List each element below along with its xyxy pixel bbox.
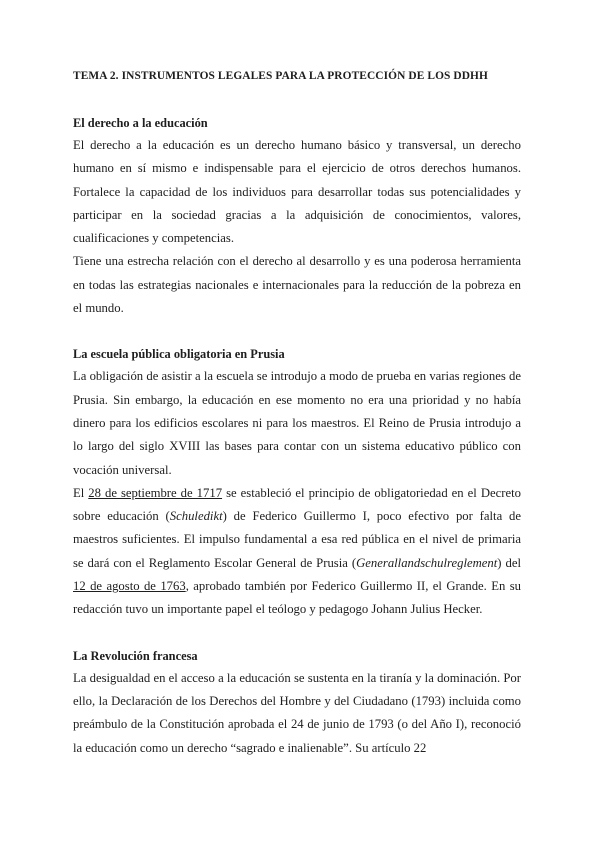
text-run: , aprobado también por Federico Guillermo II, el Grande. En su redacción tuvo un importante papel el teólogo y pedagogo Johann Julius Hecker. xyxy=(73,579,521,617)
text-run: ) del xyxy=(497,555,522,570)
section-heading: La Revolución francesa xyxy=(73,648,198,663)
text-run: El xyxy=(73,485,89,500)
paragraph: La desigualdad en el acceso a la educación se sustenta en la tiranía y la dominación. Por ello, la Declaración de los Derechos del Hombre y del Ciudadano (1793) incluida como preámbulo de la Constitución aprobada el 24 de junio de 1793 (o del Año I), reconoció la educación como un derecho “sagrado e inalienable”. Su artículo 22 xyxy=(73,670,521,755)
document-title: TEMA 2. INSTRUMENTOS LEGALES PARA LA PROTECCIÓN DE LOS DDHH xyxy=(73,70,488,82)
section-revolucion-francesa xyxy=(73,645,521,760)
paragraph: La obligación de asistir a la escuela se introdujo a modo de prueba en varias regiones de Prusia. Sin embargo, la educación en ese momento no era una prioridad y no había dinero para los edificios escolares ni para los maestros. El Reino de Prusia introdujo a lo largo del siglo XVIII las bases para contar con un sistema educativo público con vocación universal. xyxy=(73,369,521,477)
paragraph: El derecho a la educación es un derecho humano básico y transversal, un derecho humano en sí mismo e indispensable para el ejercicio de otros derechos humanos. Fortalece la capacidad de los individuos para desarrollar todas sus potencialidades y participar en la sociedad gracias a la adquisición de conocimientos, valores, cualificaciones y competencias. xyxy=(73,138,521,246)
section-heading: La escuela pública obligatoria en Prusia xyxy=(73,347,285,362)
italic-term: Schuledikt xyxy=(169,509,223,524)
section-heading: El derecho a la educación xyxy=(73,116,208,130)
section-derecho-educacion xyxy=(73,112,521,320)
section-escuela-prusia xyxy=(73,343,521,621)
paragraph xyxy=(73,482,521,622)
paragraph: Tiene una estrecha relación con el derecho al desarrollo y es una poderosa herramienta en todas las estrategias nacionales e internacionales para la reducción de la pobreza en el mundo. xyxy=(73,254,521,316)
date-link[interactable]: 12 de agosto de 1763 xyxy=(73,579,186,594)
italic-term: Generallandschulreglement xyxy=(356,555,498,570)
document-page xyxy=(73,70,521,783)
text-run: ) de Federico Guillermo I, poco efectivo por falta de maestros suficientes. El impulso fundamental a esa red pública en el nivel de primaria se dará con el Reglamento Escolar General de Prusia ( xyxy=(73,509,521,570)
date-link[interactable]: 28 de septiembre de 1717 xyxy=(88,485,223,500)
text-run: se estableció el principio de obligatoriedad en el Decreto sobre educación ( xyxy=(73,485,521,524)
